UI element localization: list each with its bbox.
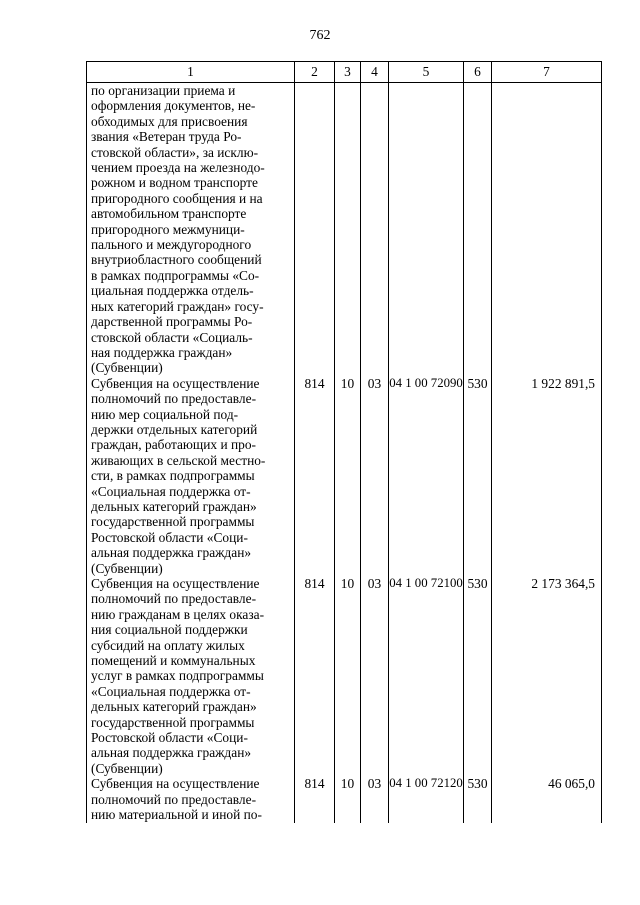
amount-value: 46 065,0 (492, 776, 602, 822)
subsection-code (361, 83, 389, 376)
description-line: пригородного межмуници- (91, 221, 245, 237)
target-article-code: 04 1 00 72090 (389, 376, 464, 576)
description-line: «Социальная поддержка от- (91, 483, 251, 499)
ministry-code (295, 83, 335, 376)
expense-type-code: 530 (464, 776, 492, 822)
description-line: пригородного сообщения и на (91, 190, 263, 206)
description-line: государственной программы (91, 514, 255, 530)
description-line: ных категорий граждан» госу- (91, 298, 264, 314)
expense-type-code: 530 (464, 576, 492, 776)
description-line: нию материальной и иной по- (91, 807, 262, 823)
description-line: по организации приема и (91, 83, 236, 98)
description-line: нию гражданам в целях оказа- (91, 606, 265, 622)
target-article-code (389, 83, 464, 376)
description-line: услуг в рамках подпрограммы (91, 668, 264, 684)
section-code (335, 83, 361, 376)
section-code: 10 (335, 376, 361, 576)
amount-value (492, 83, 602, 376)
description-line: (Субвенции) (91, 760, 163, 776)
description-line: альная поддержка граждан» (91, 545, 252, 561)
row-description (87, 576, 295, 776)
description-line: звания «Ветеран труда Ро- (91, 129, 242, 145)
column-header: 4 (361, 62, 389, 83)
table-body (87, 83, 602, 823)
description-line: Субвенция на осуществление (91, 776, 260, 792)
description-line: держки отдельных категорий (91, 421, 258, 437)
section-code: 10 (335, 576, 361, 776)
ministry-code: 814 (295, 576, 335, 776)
ministry-code: 814 (295, 376, 335, 576)
column-header: 6 (464, 62, 492, 83)
subsection-code: 03 (361, 776, 389, 822)
expense-type-code (464, 83, 492, 376)
column-header: 3 (335, 62, 361, 83)
subsection-code: 03 (361, 576, 389, 776)
column-header: 5 (389, 62, 464, 83)
target-article-code: 04 1 00 72100 (389, 576, 464, 776)
description-line: Субвенция на осуществление (91, 375, 260, 391)
description-line: внутриобластного сообщений (91, 252, 262, 268)
table-row (87, 376, 602, 576)
description-line: альная поддержка граждан» (91, 745, 252, 761)
description-line: дельных категорий граждан» (91, 699, 257, 715)
column-header: 7 (492, 62, 602, 83)
table-row (87, 576, 602, 776)
description-line: обходимых для присвоения (91, 113, 248, 129)
description-line: полномочий по предоставле- (91, 591, 257, 607)
subsection-code: 03 (361, 376, 389, 576)
table-row (87, 83, 602, 376)
description-line: (Субвенции) (91, 360, 163, 376)
description-line: ная поддержка граждан» (91, 344, 233, 360)
description-line: в рамках подпрограммы «Со- (91, 267, 260, 283)
description-line: стовской области», за исклю- (91, 144, 259, 160)
description-line: дельных категорий граждан» (91, 498, 257, 514)
description-line: Ростовской области «Соци- (91, 730, 248, 746)
description-line: рожном и водном транспорте (91, 175, 258, 191)
expense-type-code: 530 (464, 376, 492, 576)
description-line: дарственной программы Ро- (91, 314, 253, 330)
description-line: чением проезда на железнодо- (91, 160, 265, 176)
description-line: оформления документов, не- (91, 98, 256, 114)
row-description (87, 83, 295, 376)
amount-value: 1 922 891,5 (492, 376, 602, 576)
description-line: циальная поддержка отдель- (91, 283, 254, 299)
description-line: нию мер социальной под- (91, 406, 239, 422)
row-description (87, 776, 295, 822)
ministry-code: 814 (295, 776, 335, 822)
description-line: пального и междугородного (91, 237, 252, 253)
description-line: полномочий по предоставле- (91, 391, 257, 407)
description-line: стовской области «Социаль- (91, 329, 253, 345)
page-number: 762 (309, 28, 331, 43)
description-line: Субвенция на осуществление (91, 576, 260, 591)
target-article-code: 04 1 00 72120 (389, 776, 464, 822)
row-description (87, 376, 295, 576)
section-code: 10 (335, 776, 361, 822)
column-header-row (87, 62, 602, 83)
amount-value: 2 173 364,5 (492, 576, 602, 776)
description-line: государственной программы (91, 714, 255, 730)
description-line: (Субвенции) (91, 560, 163, 576)
column-header: 1 (87, 62, 295, 83)
description-line: Ростовской области «Соци- (91, 529, 248, 545)
description-line: граждан, работающих и про- (91, 437, 256, 453)
description-line: субсидий на оплату жилых (91, 637, 245, 653)
description-line: полномочий по предоставле- (91, 791, 257, 807)
description-line: автомобильном транспорте (91, 206, 247, 222)
description-line: живающих в сельской местно- (91, 452, 266, 468)
budget-table (86, 61, 602, 823)
column-header: 2 (295, 62, 335, 83)
table-row (87, 776, 602, 822)
description-line: сти, в рамках подпрограммы (91, 468, 255, 484)
description-line: помещений и коммунальных (91, 653, 256, 669)
description-line: ния социальной поддержки (91, 622, 248, 638)
description-line: «Социальная поддержка от- (91, 683, 251, 699)
